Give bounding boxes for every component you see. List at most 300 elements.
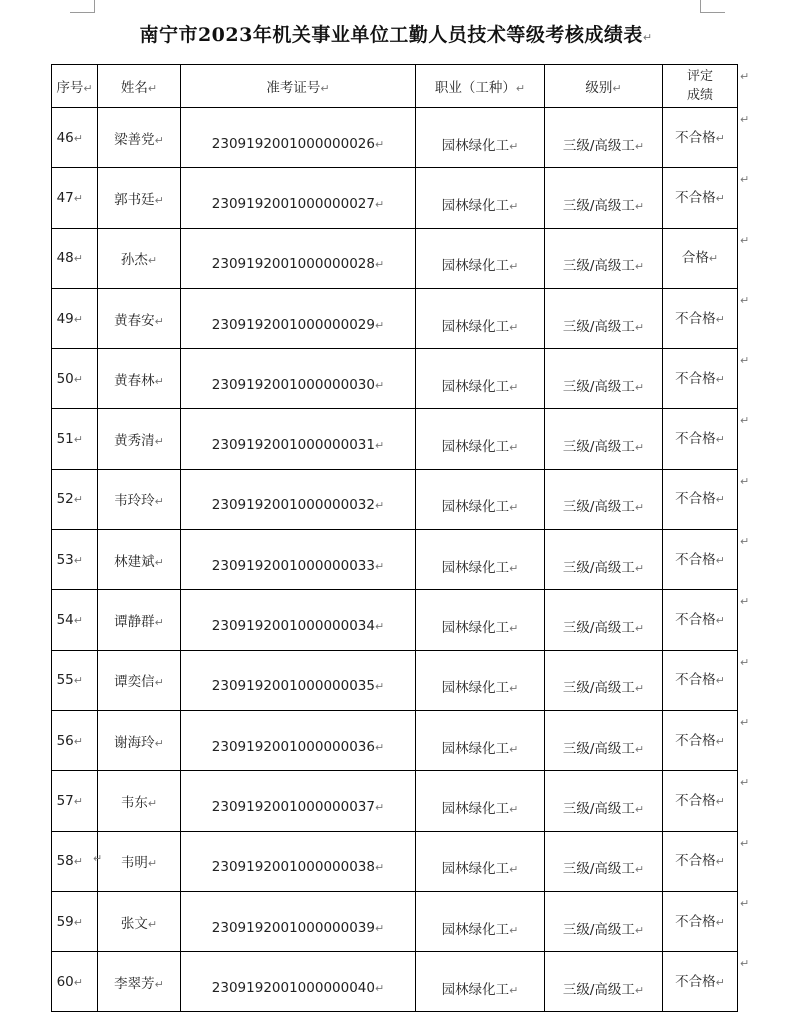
cell-exam-no — [181, 228, 416, 288]
cell-result-text: 不合格 — [675, 431, 716, 448]
cell-mark-icon: ↵ — [509, 682, 519, 696]
cell-name-text: 黄春安 — [114, 312, 155, 329]
cell-level-text: 三级/高级工 — [562, 620, 635, 637]
cell-mark-icon: ↵ — [374, 740, 385, 754]
cell-mark-icon: ↵ — [634, 983, 645, 997]
cell-mark-icon: ↵ — [509, 622, 519, 636]
cell-exam-no — [181, 288, 416, 348]
cell-level — [545, 831, 663, 891]
cell-mark-icon: ↵ — [73, 614, 83, 628]
header-level-text: 级别 — [585, 80, 613, 96]
cell-name-text: 韦明 — [120, 855, 148, 872]
page-corner-mark-right — [700, 0, 725, 13]
cell-mark-icon: ↵ — [73, 372, 83, 386]
header-job — [416, 65, 545, 108]
cell-index-text: 51 — [56, 431, 74, 448]
cell-name — [98, 952, 181, 1012]
cell-level-text: 三级/高级工 — [562, 137, 635, 154]
cell-exam-no — [181, 952, 416, 1012]
cell-result — [663, 590, 738, 650]
cell-job-text: 园林绿化工 — [441, 197, 510, 214]
cell-result-text: 不合格 — [675, 612, 716, 629]
cell-level-text: 三级/高级工 — [562, 499, 635, 516]
cell-exam-no-text: 2309192001000000026 — [211, 135, 375, 152]
header-exam-no — [181, 65, 416, 108]
cell-result — [663, 469, 738, 529]
cell-mark-icon: ↵ — [73, 734, 83, 748]
cell-job-text: 园林绿化工 — [441, 439, 510, 456]
cell-mark-icon: ↵ — [509, 139, 519, 153]
cell-job — [416, 891, 545, 951]
cell-mark-icon: ↵ — [715, 312, 725, 326]
cell-result — [663, 530, 738, 590]
cell-level-text: 三级/高级工 — [562, 861, 635, 878]
cell-exam-no-text: 2309192001000000035 — [211, 678, 375, 695]
row-end-mark-icon: ↵ — [740, 70, 750, 83]
table-row — [52, 530, 738, 590]
cell-mark-icon: ↵ — [154, 616, 164, 630]
cell-mark-icon: ↵ — [73, 312, 83, 326]
cell-name — [98, 710, 181, 770]
cell-name-text: 孙杰 — [120, 252, 148, 269]
cell-mark-icon: ↵ — [154, 314, 164, 328]
cell-result — [663, 650, 738, 710]
cell-mark-icon: ↵ — [374, 439, 385, 453]
cell-job-text: 园林绿化工 — [441, 499, 510, 516]
cell-result-text: 不合格 — [675, 370, 716, 387]
cell-mark-icon: ↵ — [634, 380, 645, 394]
cell-result — [663, 228, 738, 288]
cell-index — [52, 771, 98, 831]
cell-mark-icon: ↵ — [715, 975, 725, 989]
cell-mark-icon: ↵ — [634, 863, 645, 877]
cell-name — [98, 530, 181, 590]
cell-mark-icon: ↵ — [634, 260, 645, 274]
cell-mark-icon: ↵ — [715, 794, 725, 808]
cell-mark-icon: ↵ — [509, 802, 519, 816]
cell-mark-icon: ↵ — [154, 435, 164, 449]
cell-result — [663, 288, 738, 348]
cell-name — [98, 108, 181, 168]
cell-level-text: 三级/高级工 — [562, 800, 635, 817]
cell-result-text: 不合格 — [675, 853, 716, 870]
cell-mark-icon: ↵ — [634, 561, 645, 575]
cell-job — [416, 409, 545, 469]
cell-name — [98, 168, 181, 228]
cell-mark-icon: ↵ — [715, 855, 725, 869]
cell-name-text: 郭书廷 — [114, 191, 155, 208]
cell-mark-icon: ↵ — [374, 921, 385, 935]
cell-mark-icon: ↵ — [73, 131, 83, 145]
cell-exam-no — [181, 831, 416, 891]
scores-table — [51, 64, 738, 1012]
cell-mark-icon: ↵ — [612, 82, 622, 95]
cell-index — [52, 650, 98, 710]
cell-job-text: 园林绿化工 — [441, 378, 510, 395]
cell-mark-icon: ↵ — [509, 380, 519, 394]
cell-mark-icon: ↵ — [154, 193, 164, 207]
cell-mark-icon: ↵ — [374, 378, 385, 392]
row-end-mark-icon: ↵ — [740, 414, 750, 427]
cell-result-text: 合格 — [681, 250, 709, 267]
cell-exam-no-text: 2309192001000000030 — [211, 376, 375, 393]
cell-level-text: 三级/高级工 — [562, 921, 635, 938]
cell-job-text: 园林绿化工 — [441, 861, 510, 878]
cell-result-text: 不合格 — [675, 310, 716, 327]
cell-job — [416, 530, 545, 590]
cell-mark-icon: ↵ — [509, 199, 519, 213]
cell-name-text: 李翠芳 — [114, 975, 155, 992]
cell-index — [52, 891, 98, 951]
cell-mark-icon: ↵ — [515, 82, 526, 95]
table-row — [52, 891, 738, 951]
table-row — [52, 952, 738, 1012]
cell-mark-icon: ↵ — [634, 923, 645, 937]
cell-level — [545, 590, 663, 650]
header-exam-no-text: 准考证号 — [266, 80, 321, 96]
table-row — [52, 831, 738, 891]
header-result — [663, 65, 738, 108]
cell-result-text: 不合格 — [675, 792, 716, 809]
cell-mark-icon: ↵ — [634, 622, 645, 636]
cell-result — [663, 349, 738, 409]
document-title-text: 南宁市2023年机关事业单位工勤人员技术等级考核成绩表 — [139, 24, 643, 46]
cell-index-text: 49 — [56, 310, 74, 327]
cell-index — [52, 409, 98, 469]
cell-job — [416, 590, 545, 650]
cell-exam-no — [181, 590, 416, 650]
cell-job — [416, 108, 545, 168]
cell-mark-icon: ↵ — [374, 559, 385, 573]
cell-exam-no — [181, 710, 416, 770]
table-row — [52, 771, 738, 831]
cell-index-text: 53 — [56, 551, 74, 568]
cell-level — [545, 469, 663, 529]
cell-level — [545, 771, 663, 831]
cell-exam-no — [181, 349, 416, 409]
cell-job-text: 园林绿化工 — [441, 620, 510, 637]
cell-name — [98, 469, 181, 529]
cell-exam-no — [181, 469, 416, 529]
cell-mark-icon: ↵ — [83, 82, 93, 95]
cell-result-text: 不合格 — [675, 913, 716, 930]
cell-exam-no-text: 2309192001000000027 — [211, 195, 375, 212]
table-row — [52, 108, 738, 168]
cell-mark-icon: ↵ — [73, 191, 83, 205]
cell-mark-icon: ↵ — [634, 441, 645, 455]
cell-result — [663, 409, 738, 469]
header-index — [52, 65, 98, 108]
cell-exam-no — [181, 168, 416, 228]
cell-result-text: 不合格 — [675, 491, 716, 508]
row-end-mark-icon: ↵ — [740, 234, 750, 247]
cell-mark-icon: ↵ — [374, 981, 385, 995]
cell-index — [52, 108, 98, 168]
cell-mark-icon: ↵ — [374, 620, 385, 634]
cell-job — [416, 288, 545, 348]
cell-name-text: 韦东 — [120, 794, 148, 811]
cell-job — [416, 952, 545, 1012]
cell-index — [52, 349, 98, 409]
cell-level — [545, 108, 663, 168]
page-corner-mark-left — [70, 0, 95, 13]
row-end-mark-icon: ↵ — [740, 716, 750, 729]
cell-level — [545, 349, 663, 409]
cell-mark-icon: ↵ — [154, 676, 164, 690]
cell-index — [52, 530, 98, 590]
cell-exam-no-text: 2309192001000000029 — [211, 316, 375, 333]
header-name-text: 姓名 — [120, 80, 148, 96]
cell-index — [52, 168, 98, 228]
cell-exam-no — [181, 409, 416, 469]
cell-job-text: 园林绿化工 — [441, 258, 510, 275]
cell-result — [663, 831, 738, 891]
cell-level-text: 三级/高级工 — [562, 318, 635, 335]
row-end-mark-icon: ↵ — [740, 535, 750, 548]
cell-mark-icon: ↵ — [154, 977, 164, 991]
cell-mark-icon: ↵ — [634, 802, 645, 816]
cell-mark-icon: ↵ — [147, 917, 158, 931]
scores-table-body — [52, 108, 738, 1012]
cell-exam-no-text: 2309192001000000032 — [211, 497, 375, 514]
cell-level-text: 三级/高级工 — [562, 559, 635, 576]
cell-mark-icon: ↵ — [509, 742, 519, 756]
cell-mark-icon: ↵ — [374, 197, 385, 211]
cell-mark-icon: ↵ — [73, 433, 83, 447]
table-row — [52, 650, 738, 710]
cell-index — [52, 228, 98, 288]
cell-mark-icon: ↵ — [634, 139, 645, 153]
document-title — [0, 20, 792, 47]
cell-job-text: 园林绿化工 — [441, 137, 510, 154]
cell-index-text: 46 — [56, 129, 74, 146]
cell-result-text: 不合格 — [675, 129, 716, 146]
cell-result — [663, 108, 738, 168]
cell-name-text: 黄秀清 — [114, 433, 155, 450]
cell-mark-icon: ↵ — [73, 915, 83, 929]
cell-mark-icon: ↵ — [509, 501, 519, 515]
cell-mark-icon: ↵ — [715, 915, 725, 929]
row-end-mark-icon: ↵ — [740, 294, 750, 307]
cell-mark-icon: ↵ — [374, 861, 385, 875]
cell-result — [663, 771, 738, 831]
cell-mark-icon: ↵ — [154, 374, 164, 388]
cell-name — [98, 650, 181, 710]
cell-name-text: 谭奕信 — [114, 674, 155, 691]
table-row — [52, 288, 738, 348]
cell-job-text: 园林绿化工 — [441, 680, 510, 697]
table-row — [52, 590, 738, 650]
cell-job-text: 园林绿化工 — [441, 921, 510, 938]
cell-result — [663, 952, 738, 1012]
cell-result — [663, 168, 738, 228]
cell-level-text: 三级/高级工 — [562, 740, 635, 757]
cell-mark-icon: ↵ — [715, 493, 725, 507]
row-end-mark-icon: ↵ — [740, 595, 750, 608]
cell-index — [52, 710, 98, 770]
cell-job — [416, 349, 545, 409]
cell-exam-no-text: 2309192001000000033 — [211, 557, 375, 574]
cell-level — [545, 710, 663, 770]
cell-mark-icon: ↵ — [509, 983, 519, 997]
cell-name-text: 黄春林 — [114, 372, 155, 389]
cell-mark-icon: ↵ — [320, 82, 330, 95]
cell-job — [416, 831, 545, 891]
cell-mark-icon: ↵ — [147, 796, 158, 810]
cell-mark-icon: ↵ — [509, 561, 519, 575]
cell-index-text: 48 — [56, 250, 74, 267]
cell-mark-icon: ↵ — [715, 734, 725, 748]
cell-name-text: 张文 — [120, 915, 148, 932]
cell-result-text: 不合格 — [675, 189, 716, 206]
table-row — [52, 409, 738, 469]
row-end-mark-icon: ↵ — [740, 776, 750, 789]
cell-job-text: 园林绿化工 — [441, 559, 510, 576]
cell-mark-icon: ↵ — [154, 555, 164, 569]
cell-level — [545, 891, 663, 951]
header-result-text: 评定成绩 — [686, 69, 713, 103]
cell-name — [98, 409, 181, 469]
cell-index-text: 60 — [56, 973, 74, 990]
cell-index-text: 59 — [56, 913, 74, 930]
cell-index-text: 55 — [56, 672, 74, 689]
cell-exam-no — [181, 108, 416, 168]
cell-mark-icon: ↵ — [634, 742, 645, 756]
cell-exam-no-text: 2309192001000000039 — [211, 919, 375, 936]
cell-index — [52, 952, 98, 1012]
cell-level-text: 三级/高级工 — [562, 680, 635, 697]
row-end-mark-icon: ↵ — [740, 957, 750, 970]
cell-name — [98, 831, 181, 891]
cell-job — [416, 710, 545, 770]
cell-job-text: 园林绿化工 — [441, 318, 510, 335]
cell-name-text: 谭静群 — [114, 614, 155, 631]
cell-mark-icon: ↵ — [73, 794, 83, 808]
cell-mark-icon: ↵ — [73, 252, 83, 266]
cell-level-text: 三级/高级工 — [562, 258, 635, 275]
table-row — [52, 349, 738, 409]
cell-level-text: 三级/高级工 — [562, 378, 635, 395]
cell-index — [52, 469, 98, 529]
cell-mark-icon: ↵ — [73, 855, 83, 869]
cell-level — [545, 409, 663, 469]
cell-exam-no — [181, 771, 416, 831]
cell-exam-no-text: 2309192001000000028 — [211, 256, 375, 273]
cell-exam-no — [181, 650, 416, 710]
row-end-mark-icon: ↵ — [740, 354, 750, 367]
cell-result-text: 不合格 — [675, 672, 716, 689]
cell-level-text: 三级/高级工 — [562, 981, 635, 998]
cell-result-text: 不合格 — [675, 732, 716, 749]
table-header-row — [52, 65, 738, 108]
cell-mark-icon: ↵ — [154, 495, 164, 509]
row-end-mark-icon: ↵ — [740, 837, 750, 850]
cell-mark-icon: ↵ — [715, 191, 725, 205]
cell-mark-icon: ↵ — [73, 493, 83, 507]
cell-mark-icon: ↵ — [147, 857, 158, 871]
cell-mark-icon: ↵ — [509, 320, 519, 334]
cell-name-text: 韦玲玲 — [114, 493, 155, 510]
cell-result-text: 不合格 — [675, 551, 716, 568]
cell-name — [98, 349, 181, 409]
cell-level — [545, 530, 663, 590]
cell-index-text: 58 — [56, 853, 74, 870]
cell-name-text: 林建斌 — [114, 553, 155, 570]
table-row — [52, 469, 738, 529]
cell-mark-icon: ↵ — [634, 199, 645, 213]
header-level — [545, 65, 663, 108]
cell-index — [52, 590, 98, 650]
cell-level — [545, 228, 663, 288]
cell-name — [98, 891, 181, 951]
table-row — [52, 228, 738, 288]
cell-mark-icon: ↵ — [509, 260, 519, 274]
cell-name — [98, 288, 181, 348]
cell-exam-no-text: 2309192001000000036 — [211, 738, 375, 755]
cell-index — [52, 831, 98, 891]
cell-index — [52, 288, 98, 348]
cell-result-text: 不合格 — [675, 973, 716, 990]
cell-level-text: 三级/高级工 — [562, 197, 635, 214]
cell-mark-icon: ↵ — [374, 499, 385, 513]
cell-index-text: 52 — [56, 491, 74, 508]
cell-mark-icon: ↵ — [154, 736, 164, 750]
cell-job — [416, 650, 545, 710]
cell-mark-icon: ↵ — [509, 863, 519, 877]
cell-mark-icon: ↵ — [634, 501, 645, 515]
cell-exam-no-text: 2309192001000000037 — [211, 798, 375, 815]
cell-level — [545, 168, 663, 228]
cell-job — [416, 469, 545, 529]
cell-mark-icon: ↵ — [154, 133, 164, 147]
cell-exam-no-text: 2309192001000000040 — [211, 979, 375, 996]
cell-mark-icon: ↵ — [147, 254, 158, 268]
cell-level-text: 三级/高级工 — [562, 439, 635, 456]
cell-mark-icon: ↵ — [147, 82, 158, 95]
header-job-text: 职业（工种） — [434, 80, 516, 96]
cell-mark-icon: ↵ — [73, 553, 83, 567]
cell-name — [98, 228, 181, 288]
cell-name-text: 谢海玲 — [114, 734, 155, 751]
cell-mark-icon: ↵ — [715, 372, 725, 386]
cell-mark-icon: ↵ — [73, 674, 83, 688]
cell-index-text: 57 — [56, 792, 74, 809]
row-end-mark-icon: ↵ — [740, 656, 750, 669]
cell-mark-icon: ↵ — [715, 131, 725, 145]
cell-index-text: 47 — [56, 189, 74, 206]
cell-exam-no-text: 2309192001000000038 — [211, 859, 375, 876]
cell-mark-icon: ↵ — [509, 923, 519, 937]
cell-mark-icon: ↵ — [634, 682, 645, 696]
cell-name — [98, 590, 181, 650]
cell-job — [416, 228, 545, 288]
cell-job — [416, 771, 545, 831]
cell-name-text: 梁善党 — [114, 131, 155, 148]
row-end-mark-icon: ↵ — [740, 475, 750, 488]
cell-exam-no — [181, 891, 416, 951]
cell-exam-no-text: 2309192001000000031 — [211, 437, 375, 454]
cell-level — [545, 288, 663, 348]
row-end-mark-icon: ↵ — [740, 897, 750, 910]
cell-mark-icon: ↵ — [73, 975, 83, 989]
row-end-mark-icon: ↵ — [740, 173, 750, 186]
cell-mark-icon: ↵ — [374, 318, 385, 332]
cell-level — [545, 952, 663, 1012]
cell-job-text: 园林绿化工 — [441, 981, 510, 998]
cell-mark-icon: ↵ — [374, 137, 385, 151]
cell-name — [98, 771, 181, 831]
cell-mark-icon: ↵ — [715, 674, 725, 688]
